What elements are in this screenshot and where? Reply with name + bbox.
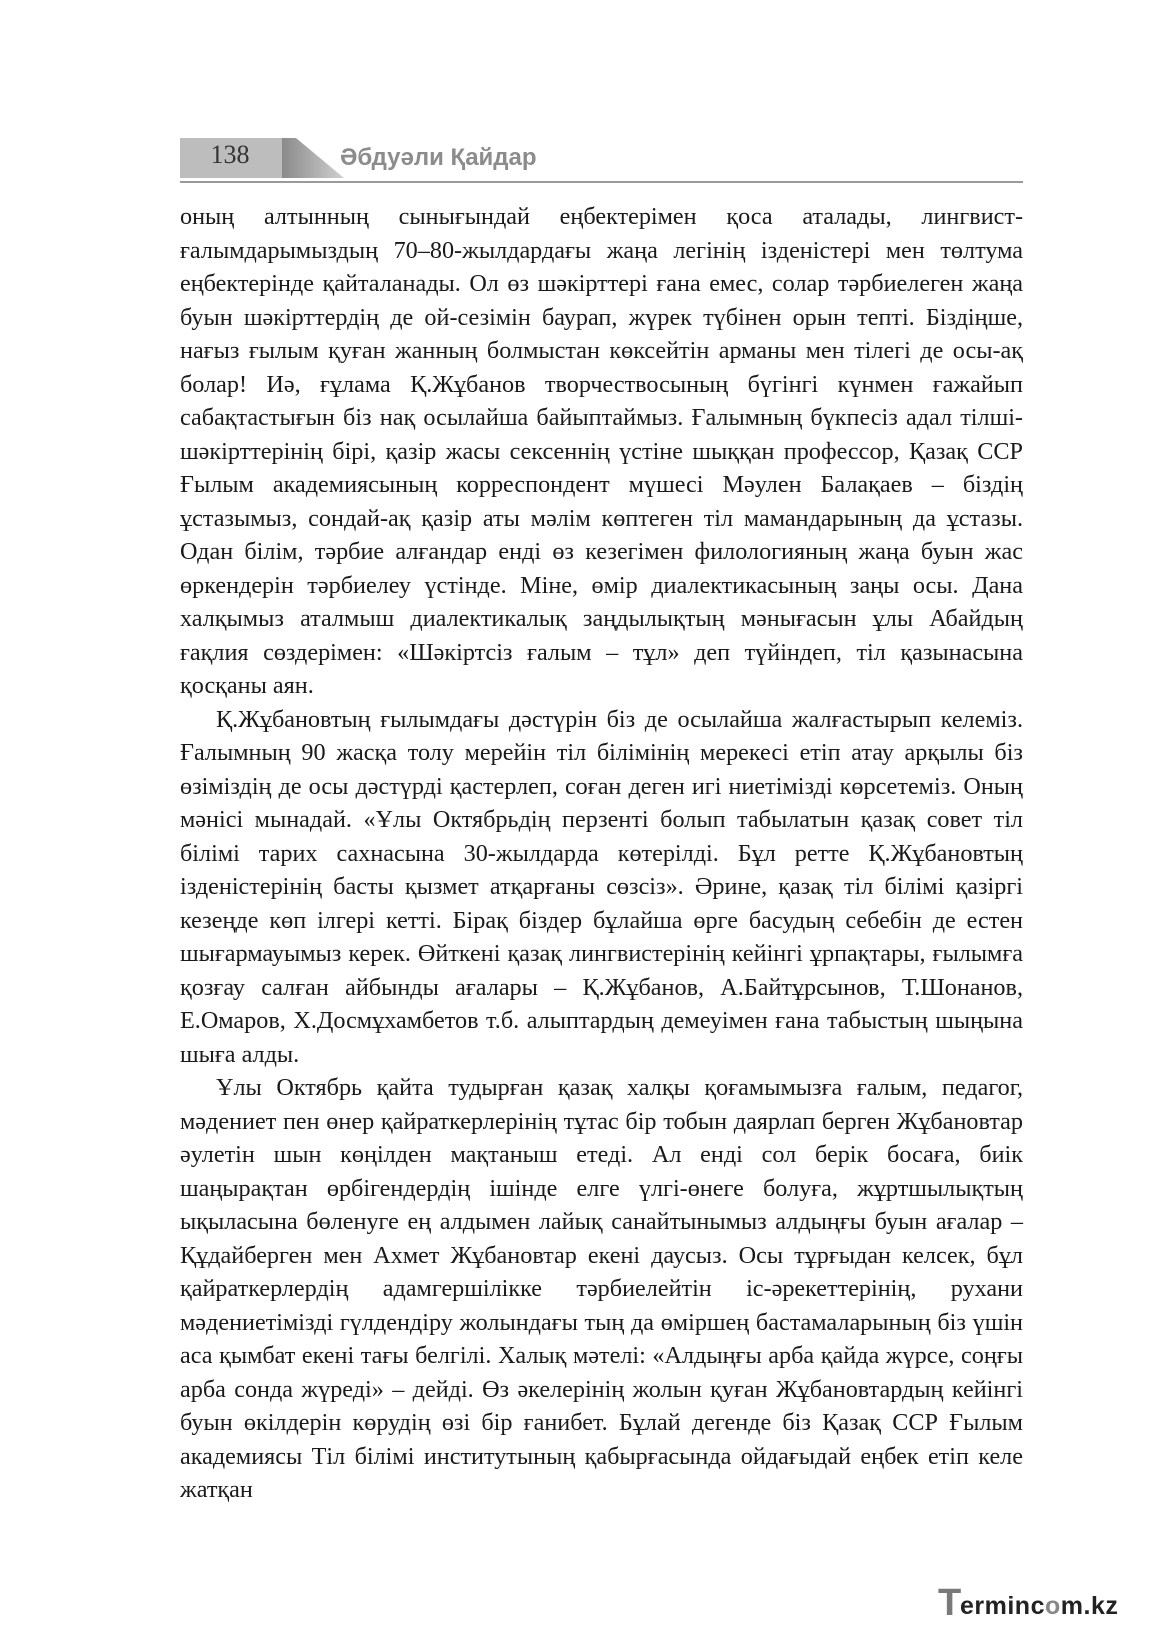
watermark-o: o [1044,1592,1061,1620]
page-header [180,138,1023,186]
watermark-text [960,1592,1118,1621]
termincom-watermark [938,1580,1148,1624]
watermark-part-2: m.kz [1060,1592,1119,1620]
body-text [180,200,1023,1507]
watermark-part-1: erminc [960,1592,1045,1620]
paragraph-2: Қ.Жұбановтың ғылымдағы дәстүрін біз де осылайша жалғастырып келеміз. Ғалымның 90 жасқа толу мерейін тіл білімінің мерекесі етіп атау арқылы біз өзіміздің де осы дәстүрді қастерлеп, соған деген игі ниетімізді көрсетеміз. Оның мәнісі мынадай. «Ұлы Октябрьдің перзенті болып табылатын қазақ совет тіл білімі тарих сахнасына 30-жылдарда көтерілді. Бұл ретте Қ.Жұбановтың ізденістерінің басты қызмет атқарғаны сөзсіз». Әрине, қазақ тіл білімі қазіргі кезеңде көп ілгері кетті. Бірақ біздер бұлайша өрге басудың себебін де естен шығармауымыз керек. Өйткені қазақ лингвистерінің кейінгі ұрпақтары, ғылымға қозғау салған айбынды ағалары – Қ.Жұбанов, А.Байтұрсынов, Т.Шонанов, Е.Омаров, Х.Досмұхамбетов т.б. алыптардың демеуімен ғана табыстың шыңына шыға алды. [180,705,1023,1068]
paragraph-3: Ұлы Октябрь қайта тудырған қазақ халқы қоғамымызға ғалым, педагог, мәдениет пен өнер қайраткерлерінің тұтас бір тобын даярлап берген Жұбановтар әулетін шын көңілден мақтаныш етеді. Ал енді сол берік босаға, биік шаңырақтан өрбігендердің ішінде елге үлгі-өнеге болуға, жұртшылықтың ықыласына бөленуге ең алдымен лайық санайтынымыз алдыңғы буын ағалар – Құдайберген мен Ахмет Жұбановтар екені даусыз. Осы тұрғыдан келсек, бұл қайраткерлердің адамгершілікке тәрбиелейтін іс-әрекеттерінің, рухани мәдениетімізді гүлдендіру жолындағы тың да өміршең бастамаларының біз үшін аса қымбат екені тағы белгілі. Халық мәтелі: «Алдыңғы арба қайда жүрсе, соңғы арба сонда жүреді» – дейді. Өз әкелерінің жолын қуған Жұбановтардың кейінгі буын өкілдерін көрудің өзі бір ғанибет. Бұлай дегенде біз Қазақ ССР Ғылым академиясы Тіл білімі институтының қабырғасында ойдағыдай еңбек етіп келе жатқан [180,1074,1023,1503]
header-wedge-decoration [282,138,344,178]
paragraph-1: оның алтынның сынығындай еңбектерімен қоса аталады, лингвист-ғалымдарымыздың 70–80-жылдардағы жаңа легінің ізденістері мен төлтума еңбектерінде қайталанады. Ол өз шәкірттері ғана емес, солар тәрбиелеген жаңа буын шәкірттердің де ой-сезімін баурап, жүрек түбінен орын тепті. Біздіңше, нағыз ғылым қуған жанның болмыстан көксейтін арманы мен тілегі де осы-ақ болар! Иә, ғұлама Қ.Жұбанов творчествосының бүгінгі күнмен ғажайып сабақтастығын біз нақ осылайша байыптаймыз. Ғалымның бүкпесіз адал тілші-шәкірттерінің бірі, қазір жасы сексеннің үстіне шыққан профессор, Қазақ ССР Ғылым академиясының корреспондент мүшесі Мәулен Балақаев – біздің ұстазымыз, сондай-ақ қазір аты мәлім көптеген тіл мамандарының да ұстазы. Одан білім, тәрбие алғандар енді өз кезегімен филологияның жаңа буын жас өркендерін тәрбиелеу үстінде. Міне, өмір диалектикасының заңы осы. Дана халқымыз аталмыш диалектикалық заңдылықтың мәнығасын ұлы Абайдың ғақлия сөздерімен: «Шәкіртсіз ғалым – тұл» деп түйіндеп, тіл қазынасына қосқаны аян. [180,203,1023,699]
header-rule [180,181,1023,183]
watermark-letter-t: T [938,1582,962,1624]
running-header-author: Әбдуәли Қайдар [340,144,537,171]
page-number: 138 [210,140,250,169]
